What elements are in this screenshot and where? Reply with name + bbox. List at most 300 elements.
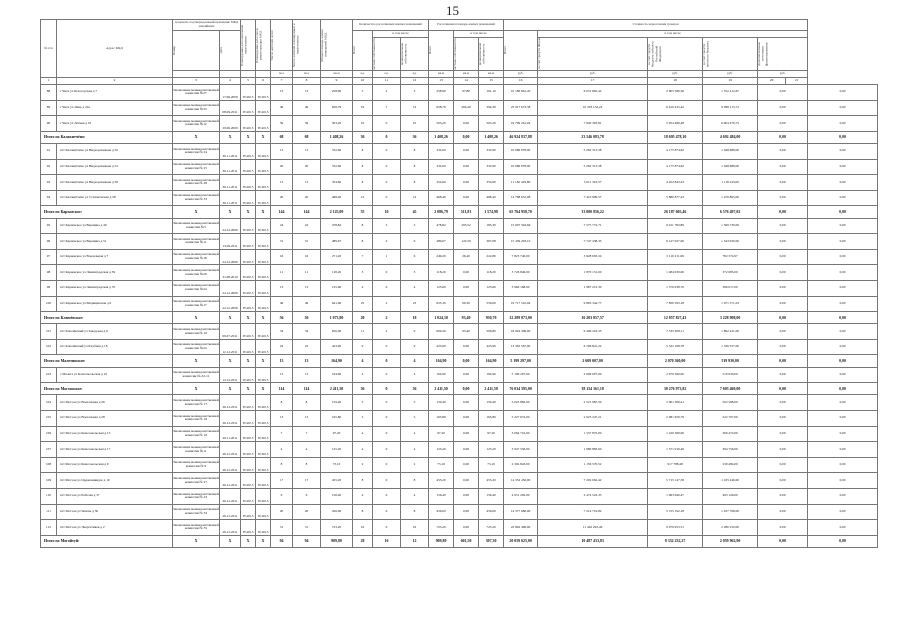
row-document: Заключение межведомственной комиссии № 28 <box>173 175 220 191</box>
header-plan-end: Планируемая дата окончания переселения <box>240 24 248 66</box>
cell-s1: 456,00 <box>429 504 454 520</box>
row-doc-date: 08.09.2011 <box>220 100 241 116</box>
cell-c2: 0 <box>373 175 401 191</box>
subtotal-x: X <box>256 206 271 218</box>
cell-v4: 2 059 962,90 <box>703 535 758 547</box>
cell-v6: 0,00 <box>808 489 878 505</box>
cell-s3: 165,80 <box>479 411 504 427</box>
row-doc-date: 26.12.2011 <box>220 411 241 427</box>
row-document: Заключение межведомственной комиссии №17 <box>173 296 220 312</box>
row-plan-demolish: IV.2015 <box>256 457 271 473</box>
cell-v4: 1 552 412,67 <box>703 85 758 101</box>
cell-c2: 2 <box>373 324 401 340</box>
cell-v2: 10 487 433,83 <box>538 535 648 547</box>
resettlement-table-sheet <box>40 19 878 548</box>
cell-c1: 8 <box>353 218 373 234</box>
cell-v5: 0,00 <box>758 339 808 355</box>
cell-v4: 782 374,97 <box>703 249 758 265</box>
cell-v6: 0,00 <box>808 85 878 101</box>
cell-s3: 2 411,50 <box>479 383 504 395</box>
cell-c1: 28 <box>353 535 373 547</box>
cell-c3: 4 <box>401 355 429 367</box>
row-address: пгт Карымское ул Вокзальная д 7 <box>57 249 173 265</box>
cell-v1: 3 064 716,00 <box>504 426 538 442</box>
cell-a: 2 411,50 <box>321 383 353 395</box>
cell-s2: 0,00 <box>454 520 479 536</box>
cell-r2: 20 <box>293 159 321 175</box>
cell-v1: 3 960 168,00 <box>504 280 538 296</box>
column-number: 21 <box>786 78 808 85</box>
cell-s3: 97,20 <box>479 426 504 442</box>
cell-s3: 723,20 <box>479 520 504 536</box>
cell-v3: 5 715 147,58 <box>648 473 703 489</box>
row-plan-end: IV.2015 <box>241 426 256 442</box>
cell-s1: 1 024,10 <box>429 312 454 324</box>
cell-a: 354,60 <box>321 175 353 191</box>
cell-s3: 1 408,26 <box>479 131 504 143</box>
row-address: пгт Ключёвский ул Заводская д 6 <box>57 324 173 340</box>
cell-s2: 511,81 <box>454 206 479 218</box>
cell-v1: 7 823 746,00 <box>504 249 538 265</box>
cell-c2: 0 <box>373 442 401 458</box>
row-address: г Чита ул Белогорская д 7 <box>57 85 173 101</box>
cell-v5: 0,00 <box>758 324 808 340</box>
cell-r1: 13 <box>271 175 293 191</box>
cell-c3: 23 <box>401 296 429 312</box>
row-plan-end: IV.2015 <box>241 296 256 312</box>
cell-v2: 2 474 522,33 <box>538 489 648 505</box>
header-cost-region: за счет средств бюджета субъекта Российской Федерации <box>647 41 662 67</box>
row-plan-end: IV.2015 <box>241 489 256 505</box>
row-doc-date: 17.06.2009 <box>220 85 241 101</box>
cell-c2: 1 <box>373 249 401 265</box>
cell-s3: 118,20 <box>479 265 504 281</box>
cell-c2: 0 <box>373 143 401 159</box>
row-doc-date: 26.12.2011 <box>220 442 241 458</box>
row-document: Заключение межведомственной комиссии № 9 <box>173 457 220 473</box>
row-doc-date: 30.11.2011 <box>220 159 241 175</box>
cell-c3: 4 <box>401 442 429 458</box>
column-number: 4 <box>220 78 241 85</box>
row-plan-demolish: IV.2015 <box>256 395 271 411</box>
row-plan-end: IV.2015 <box>241 143 256 159</box>
row-number: 105 <box>41 411 57 427</box>
cell-v3: 5 054 480,48 <box>648 116 703 132</box>
cell-c3: 3 <box>401 265 429 281</box>
cell-c3: 2 <box>401 457 429 473</box>
cell-a: 332,60 <box>321 159 353 175</box>
cell-s1: 97,20 <box>429 426 454 442</box>
cell-c3: 36 <box>401 131 429 143</box>
row-doc-date: 24.12.2006 <box>220 218 241 234</box>
cell-v4: 372 685,00 <box>703 265 758 281</box>
table-row <box>41 339 878 355</box>
row-document: Заключение межведомственной комиссии № 33 <box>173 190 220 206</box>
subtotal-x: X <box>173 383 220 395</box>
cell-c1: 4 <box>353 367 373 383</box>
row-number: 104 <box>41 395 57 411</box>
cell-s3: 125,60 <box>479 280 504 296</box>
subtotal-x: X <box>173 131 220 143</box>
cell-r1: 68 <box>271 131 293 143</box>
cell-v1: 10 086 878,00 <box>504 143 538 159</box>
cell-c3: 8 <box>401 143 429 159</box>
cell-v4: 1 118 243,00 <box>703 175 758 191</box>
table-row <box>41 190 878 206</box>
cell-r2: 16 <box>293 249 321 265</box>
cell-v1: 4 931 292,00 <box>504 489 538 505</box>
cell-s3: 456,00 <box>479 504 504 520</box>
cell-v2: 1 987 212,30 <box>538 280 648 296</box>
cell-v3: 30 276 973,82 <box>648 383 703 395</box>
cell-c1: 8 <box>353 143 373 159</box>
row-number: 90 <box>41 116 57 132</box>
cell-c3: 6 <box>401 249 429 265</box>
header-area-municipal: муниципальная собственность <box>478 43 486 65</box>
cell-c3: 5 <box>401 411 429 427</box>
row-plan-end: IV.2015 <box>241 116 256 132</box>
cell-c3: 6 <box>401 234 429 250</box>
cell-r2: 31 <box>293 520 321 536</box>
cell-c1: 9 <box>353 339 373 355</box>
cell-s3: 125,20 <box>479 442 504 458</box>
cell-v2: 33 000 856,22 <box>538 206 648 218</box>
row-address: пгт Могзон ул Вокзальная д 28 <box>57 411 173 427</box>
cell-v4: 2 280 250,00 <box>703 520 758 536</box>
cell-v4: 6 576 497,02 <box>703 206 758 218</box>
resettlement-table <box>40 19 878 548</box>
cell-v4: 9 098 115,72 <box>703 100 758 116</box>
cell-v4: 522 767,00 <box>703 411 758 427</box>
cell-r2: 49 <box>293 296 321 312</box>
unit-cell: руб. <box>758 71 808 78</box>
cell-s2: 0,00 <box>454 442 479 458</box>
cell-v6: 0,00 <box>808 457 878 473</box>
cell-c2: 10 <box>373 206 401 218</box>
cell-v2: 1 870 131,00 <box>538 265 648 281</box>
cell-c1: 20 <box>353 312 373 324</box>
row-number: 89 <box>41 100 57 116</box>
cell-c3: 8 <box>401 473 429 489</box>
row-plan-demolish: IV.2015 <box>256 175 271 191</box>
cell-a: 503,20 <box>321 116 353 132</box>
cell-v1: 13 365 567,00 <box>504 339 538 355</box>
table-row <box>41 442 878 458</box>
cell-v6: 0,00 <box>808 218 878 234</box>
cell-v2: 5 262 313,38 <box>538 159 648 175</box>
cell-c2: 0 <box>373 411 401 427</box>
cell-v5: 0,00 <box>758 535 808 547</box>
cell-r1: 4 <box>271 442 293 458</box>
cell-v6: 0,00 <box>808 367 878 383</box>
cell-s2: 293,52 <box>454 218 479 234</box>
cell-v1: 14 377 680,00 <box>504 504 538 520</box>
cell-s3: 930,70 <box>479 312 504 324</box>
cell-c3: 8 <box>401 504 429 520</box>
cell-s2: 0,00 <box>454 339 479 355</box>
cell-c2: 0 <box>373 159 401 175</box>
cell-s3: 164,90 <box>479 355 504 367</box>
cell-r2: 8 <box>293 457 321 473</box>
cell-a: 478,82 <box>321 218 353 234</box>
cell-v3: 2 070 360,00 <box>648 355 703 367</box>
cell-s1: 332,60 <box>429 143 454 159</box>
row-plan-demolish: IV.2015 <box>256 100 271 116</box>
cell-s1: 125,60 <box>429 280 454 296</box>
cell-s3: 156,40 <box>479 489 504 505</box>
cell-c1: 4 <box>353 489 373 505</box>
subtotal-name: Итого по Карымское: <box>41 206 173 218</box>
cell-s2: 0,00 <box>454 457 479 473</box>
cell-v3: 4 175 874,62 <box>648 143 703 159</box>
cell-c1: 8 <box>353 504 373 520</box>
header-cost-local: за счет средств местного бюджета <box>702 41 710 67</box>
subtotal-x: X <box>241 535 256 547</box>
cell-v3: 7 850 593,18 <box>648 296 703 312</box>
unit-cell: кв.м <box>429 71 454 78</box>
cell-v2: 6 706 841,22 <box>538 339 648 355</box>
row-plan-end: IV.2015 <box>241 249 256 265</box>
row-plan-demolish: IV.2015 <box>256 249 271 265</box>
cell-c1: 8 <box>353 159 373 175</box>
table-body <box>41 85 878 548</box>
cell-a: 455,20 <box>321 473 353 489</box>
cell-v6: 0,00 <box>808 473 878 489</box>
cell-r2: 13 <box>293 280 321 296</box>
row-doc-date: 30.11.2011 <box>220 190 241 206</box>
row-plan-demolish: IV.2015 <box>256 234 271 250</box>
row-address: с Малета ул Комсомольская д 10 <box>57 367 173 383</box>
cell-c1: 4 <box>353 442 373 458</box>
header-plan-demolish: Планируемая дата сноса/реконструкции МКД <box>255 27 263 63</box>
unit-cell: чел. <box>271 71 293 78</box>
cell-v1: 5 199 297,00 <box>504 355 538 367</box>
row-document: Заключение межведомственной комиссии № 10 <box>173 426 220 442</box>
cell-v3: 1 576 938,70 <box>648 280 703 296</box>
table-row <box>41 85 878 101</box>
cell-v3: 5 880 877,43 <box>648 190 703 206</box>
header-doc-number: Номер <box>172 45 176 56</box>
header-doc-date: Дата <box>219 47 223 54</box>
row-plan-end: IV.2015 <box>241 175 256 191</box>
row-plan-end: IV.2015 <box>241 280 256 296</box>
cell-c1: 8 <box>353 234 373 250</box>
cell-v5: 0,00 <box>758 159 808 175</box>
cell-s3: 307,30 <box>479 535 504 547</box>
row-address: пгт Калакитчёно ул Стахановская д 58 <box>57 190 173 206</box>
row-plan-demolish: IV.2015 <box>256 426 271 442</box>
cell-s3: 332,60 <box>479 159 504 175</box>
cell-v2: 7 410 909,57 <box>538 190 648 206</box>
cell-s2: 0,00 <box>454 116 479 132</box>
cell-s3: 164,90 <box>479 367 504 383</box>
row-number: 94 <box>41 190 57 206</box>
cell-s1: 503,20 <box>429 116 454 132</box>
cell-s2: 69,30 <box>454 296 479 312</box>
cell-a: 489,67 <box>321 234 353 250</box>
cell-c1: 4 <box>353 280 373 296</box>
column-number: 17 <box>538 78 648 85</box>
cell-s2: 0,00 <box>454 426 479 442</box>
table-row <box>41 234 878 250</box>
row-doc-date: 24.12.2006 <box>220 249 241 265</box>
cell-v4: 306 472,00 <box>703 426 758 442</box>
subtotal-x: X <box>241 312 256 324</box>
cell-s3: 455,20 <box>479 473 504 489</box>
unit-cell: кв.м <box>479 71 504 78</box>
cell-r2: 68 <box>293 131 321 143</box>
subtotal-x: X <box>256 535 271 547</box>
row-number: 91 <box>41 143 57 159</box>
cell-s2: 0,00 <box>454 159 479 175</box>
row-doc-date: 30.11.2011 <box>220 143 241 159</box>
row-plan-end: IV.2015 <box>241 324 256 340</box>
row-document: Заключение межведомственной комиссии №-32-11 <box>173 367 220 383</box>
row-document: Заключение межведомственной комиссии №18 <box>173 249 220 265</box>
cell-v5: 0,00 <box>758 234 808 250</box>
cell-s1: 118,20 <box>429 265 454 281</box>
cell-s2: 0,00 <box>454 411 479 427</box>
unit-cell: ед. <box>401 71 429 78</box>
cell-c1: 55 <box>353 206 373 218</box>
subtotal-x: X <box>256 131 271 143</box>
cell-c3: 16 <box>401 520 429 536</box>
unit-cell: ед. <box>373 71 401 78</box>
row-document: Заключение межведомственной комиссии № 25 <box>173 159 220 175</box>
row-doc-date: 26.12.2011 <box>220 457 241 473</box>
row-document: Заключение межведомственной комиссии №11 <box>173 442 220 458</box>
cell-s2: 0,00 <box>454 190 479 206</box>
table-row <box>41 218 878 234</box>
column-number: 14 <box>454 78 479 85</box>
cell-v2: 2 521 987,59 <box>538 395 648 411</box>
unit-cell: руб. <box>703 71 758 78</box>
cell-v1: 65 764 958,70 <box>504 206 538 218</box>
cell-v3: 917 788,48 <box>648 457 703 473</box>
cell-s3: 222,80 <box>479 249 504 265</box>
cell-s1: 723,20 <box>429 520 454 536</box>
cell-r1: 34 <box>271 324 293 340</box>
header-cost-fund: за счет средств Фонда <box>537 38 542 70</box>
row-address: пгт Карымское ул Медицинская д 6 <box>57 296 173 312</box>
cell-v6: 0,00 <box>808 355 878 367</box>
cell-s1: 909,80 <box>429 535 454 547</box>
row-plan-end: IV.2015 <box>241 339 256 355</box>
cell-r1: 49 <box>271 100 293 116</box>
row-plan-end: IV.2015 <box>241 265 256 281</box>
cell-r2: 49 <box>293 100 321 116</box>
cell-r1: 11 <box>271 265 293 281</box>
row-plan-demolish: IV.2015 <box>256 85 271 101</box>
cell-s2: 0,00 <box>454 143 479 159</box>
row-doc-date: 12.12.2011 <box>220 367 241 383</box>
cell-c2: 5 <box>373 218 401 234</box>
cell-a: 468,40 <box>321 190 353 206</box>
subtotal-x: X <box>220 131 241 143</box>
column-number: 7 <box>271 78 293 85</box>
cell-v2: 11 442 292,49 <box>538 520 648 536</box>
row-plan-demolish: IV.2015 <box>256 116 271 132</box>
cell-v2: 1 156 570,52 <box>538 457 648 473</box>
cell-c3: 12 <box>401 535 429 547</box>
cell-v3: 2 605 586,36 <box>648 85 703 101</box>
cell-a: 165,80 <box>321 411 353 427</box>
cell-a: 125,20 <box>321 442 353 458</box>
cell-s3: 367,08 <box>479 234 504 250</box>
row-address: пгт Карымское ул Ленинградская д 39 <box>57 265 173 281</box>
cell-v1: 5 199 297,00 <box>504 367 538 383</box>
cell-r1: 20 <box>271 190 293 206</box>
subtotal-x: X <box>241 131 256 143</box>
column-numbers-row <box>41 78 878 85</box>
table-row <box>41 159 878 175</box>
cell-c2: 0 <box>373 280 401 296</box>
cell-c2: 0 <box>373 339 401 355</box>
row-number: 109 <box>41 473 57 489</box>
cell-s2: 122,59 <box>454 234 479 250</box>
cell-a: 456,00 <box>321 504 353 520</box>
row-number: 97 <box>41 249 57 265</box>
row-address: пгт Могзон ул Рабочая д 37 <box>57 489 173 505</box>
cell-v5: 0,00 <box>758 473 808 489</box>
row-plan-end: IV.2015 <box>241 520 256 536</box>
row-plan-end: IV.2015 <box>241 473 256 489</box>
table-row <box>41 280 878 296</box>
cell-s3: 423,90 <box>479 339 504 355</box>
cell-r2: 11 <box>293 265 321 281</box>
cell-s1: 423,90 <box>429 339 454 355</box>
unit-cell <box>173 71 220 78</box>
row-number: 88 <box>41 85 57 101</box>
subtotal-x: X <box>220 355 241 367</box>
column-number: 19 <box>703 78 758 85</box>
cell-v4: 1 048 688,00 <box>703 159 758 175</box>
cell-c1: 19 <box>353 100 373 116</box>
cell-v1: 25 917 673,38 <box>504 100 538 116</box>
cell-r2: 6 <box>293 489 321 505</box>
cell-r1: 17 <box>271 473 293 489</box>
row-doc-date: 30.11.2011 <box>220 175 241 191</box>
cell-v2: 6 031 892,42 <box>538 85 648 101</box>
cell-v5: 0,00 <box>758 265 808 281</box>
cell-v5: 0,00 <box>758 457 808 473</box>
cell-c2: 2 <box>373 234 401 250</box>
row-number: 101 <box>41 324 57 340</box>
row-number: 98 <box>41 265 57 281</box>
header-area-private: частная собственность <box>453 38 458 70</box>
cell-v6: 0,00 <box>808 535 878 547</box>
cell-r2: 24 <box>293 218 321 234</box>
row-number: 92 <box>41 159 57 175</box>
header-area-total: Всего <box>428 46 433 55</box>
cell-c1: 8 <box>353 473 373 489</box>
cell-a: 2 125,09 <box>321 206 353 218</box>
cell-v4: 1 048 688,00 <box>703 143 758 159</box>
row-plan-end: IV.2015 <box>241 395 256 411</box>
row-number: 106 <box>41 426 57 442</box>
cell-r2: 59 <box>293 116 321 132</box>
cell-a: 1 408,26 <box>321 131 353 143</box>
cell-v5: 0,00 <box>758 383 808 395</box>
table-row <box>41 520 878 536</box>
row-plan-demolish: IV.2015 <box>256 520 271 536</box>
cell-r2: 8 <box>293 395 321 411</box>
cell-s2: 0,00 <box>454 280 479 296</box>
cell-s1: 164,90 <box>429 355 454 367</box>
header-residents-plan: Число жителей планируемых к переселению <box>292 23 300 67</box>
cell-r2: 4 <box>293 442 321 458</box>
cell-v6: 0,00 <box>808 312 878 324</box>
